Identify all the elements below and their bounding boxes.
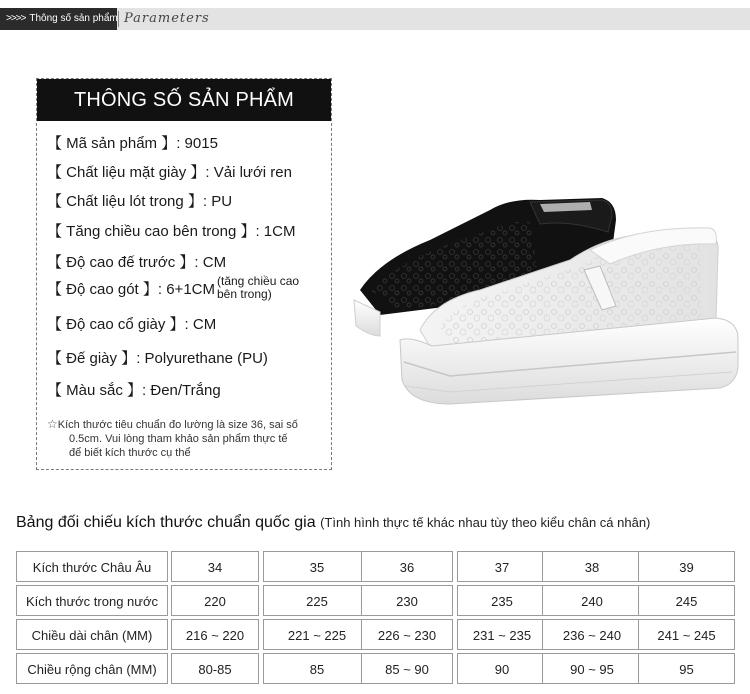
table-cell: 38	[542, 551, 642, 582]
spec-row-code	[47, 135, 218, 153]
spec-row-color	[47, 382, 221, 400]
spec-row-heel-height	[47, 274, 317, 301]
size-note	[47, 417, 327, 460]
table-cell: 220	[171, 585, 259, 616]
section-tag-label: Thông số sản phẩm	[29, 13, 118, 24]
size-table-heading: Bảng đối chiếu kích thước chuẩn quốc gia	[16, 514, 316, 531]
spec-row-collar-height	[47, 316, 216, 334]
spec-row-note: (tăng chiều cao bên trong)	[217, 274, 300, 301]
table-cell: 236 ~ 240	[542, 619, 642, 650]
section-title: Parameters	[124, 11, 210, 26]
spec-row-lining	[47, 193, 232, 211]
table-cell: 231 ~ 235	[457, 619, 547, 650]
table-row-label: Chiều dài chân (MM)	[16, 619, 168, 650]
size-table-title	[16, 514, 650, 532]
section-tag	[0, 8, 117, 30]
table-cell: 35	[263, 551, 371, 582]
table-row	[16, 585, 735, 616]
spec-row-text: 【 Chất liệu mặt giày 】: Vải lưới ren	[47, 164, 292, 181]
table-row	[16, 653, 735, 684]
arrows-icon: >>>>	[6, 13, 26, 24]
spec-row-text: 【 Mã sản phẩm 】: 9015	[47, 135, 218, 152]
table-cell: 85 ~ 90	[361, 653, 453, 684]
table-cell: 34	[171, 551, 259, 582]
spec-row-text: 【 Chất liệu lót trong 】: PU	[47, 193, 233, 210]
spec-row-text: 【 Màu sắc 】: Đen/Trắng	[47, 382, 221, 399]
table-cell: 226 ~ 230	[361, 619, 453, 650]
shoe-image	[340, 140, 750, 440]
table-cell: 230	[361, 585, 453, 616]
spec-row-text: 【 Tăng chiều cao bên trong 】: 1CM	[47, 223, 296, 240]
size-table	[16, 547, 735, 685]
section-header	[0, 8, 750, 30]
table-row-label: Kích thước Châu Âu	[16, 551, 168, 582]
table-cell: 90	[457, 653, 547, 684]
table-cell: 235	[457, 585, 547, 616]
table-row	[16, 619, 735, 650]
table-cell: 36	[361, 551, 453, 582]
spec-row-text: 【 Độ cao gót 】: 6+1CM	[47, 281, 215, 298]
spec-row-upper	[47, 164, 292, 182]
spec-row-sole	[47, 350, 268, 368]
size-note-line3: để biết kích thước cụ thể	[69, 447, 191, 459]
table-cell: 221 ~ 225	[263, 619, 371, 650]
table-cell: 240	[542, 585, 642, 616]
table-cell: 80-85	[171, 653, 259, 684]
table-cell: 216 ~ 220	[171, 619, 259, 650]
table-cell: 90 ~ 95	[542, 653, 642, 684]
size-table-subtitle: (Tình hình thực tế khác nhau tùy theo kiểu chân cá nhân)	[320, 515, 651, 530]
table-cell: 245	[638, 585, 735, 616]
spec-row-text: 【 Độ cao đế trước 】: CM	[47, 254, 227, 271]
table-row	[16, 551, 735, 582]
star-icon: ☆	[47, 417, 58, 431]
spec-row-text: 【 Đế giày 】: Polyurethane (PU)	[47, 350, 268, 367]
header-divider	[118, 11, 119, 27]
table-cell: 85	[263, 653, 371, 684]
table-cell: 37	[457, 551, 547, 582]
table-cell: 225	[263, 585, 371, 616]
spec-row-text: 【 Độ cao cổ giày 】: CM	[47, 316, 217, 333]
size-note-line1: Kích thước tiêu chuẩn đo lường là size 36, sai số	[57, 419, 298, 431]
spec-box	[36, 78, 332, 470]
table-row-label: Chiều rộng chân (MM)	[16, 653, 168, 684]
spec-title: THÔNG SỐ SẢN PHẨM	[37, 79, 331, 121]
size-note-line2: 0.5cm. Vui lòng tham khảo sản phẩm thực tế	[69, 433, 288, 445]
table-cell: 241 ~ 245	[638, 619, 735, 650]
table-row-label: Kích thước trong nước	[16, 585, 168, 616]
table-cell: 39	[638, 551, 735, 582]
table-cell: 95	[638, 653, 735, 684]
spec-row-front-height	[47, 254, 226, 272]
spec-row-insole-height	[47, 223, 295, 241]
